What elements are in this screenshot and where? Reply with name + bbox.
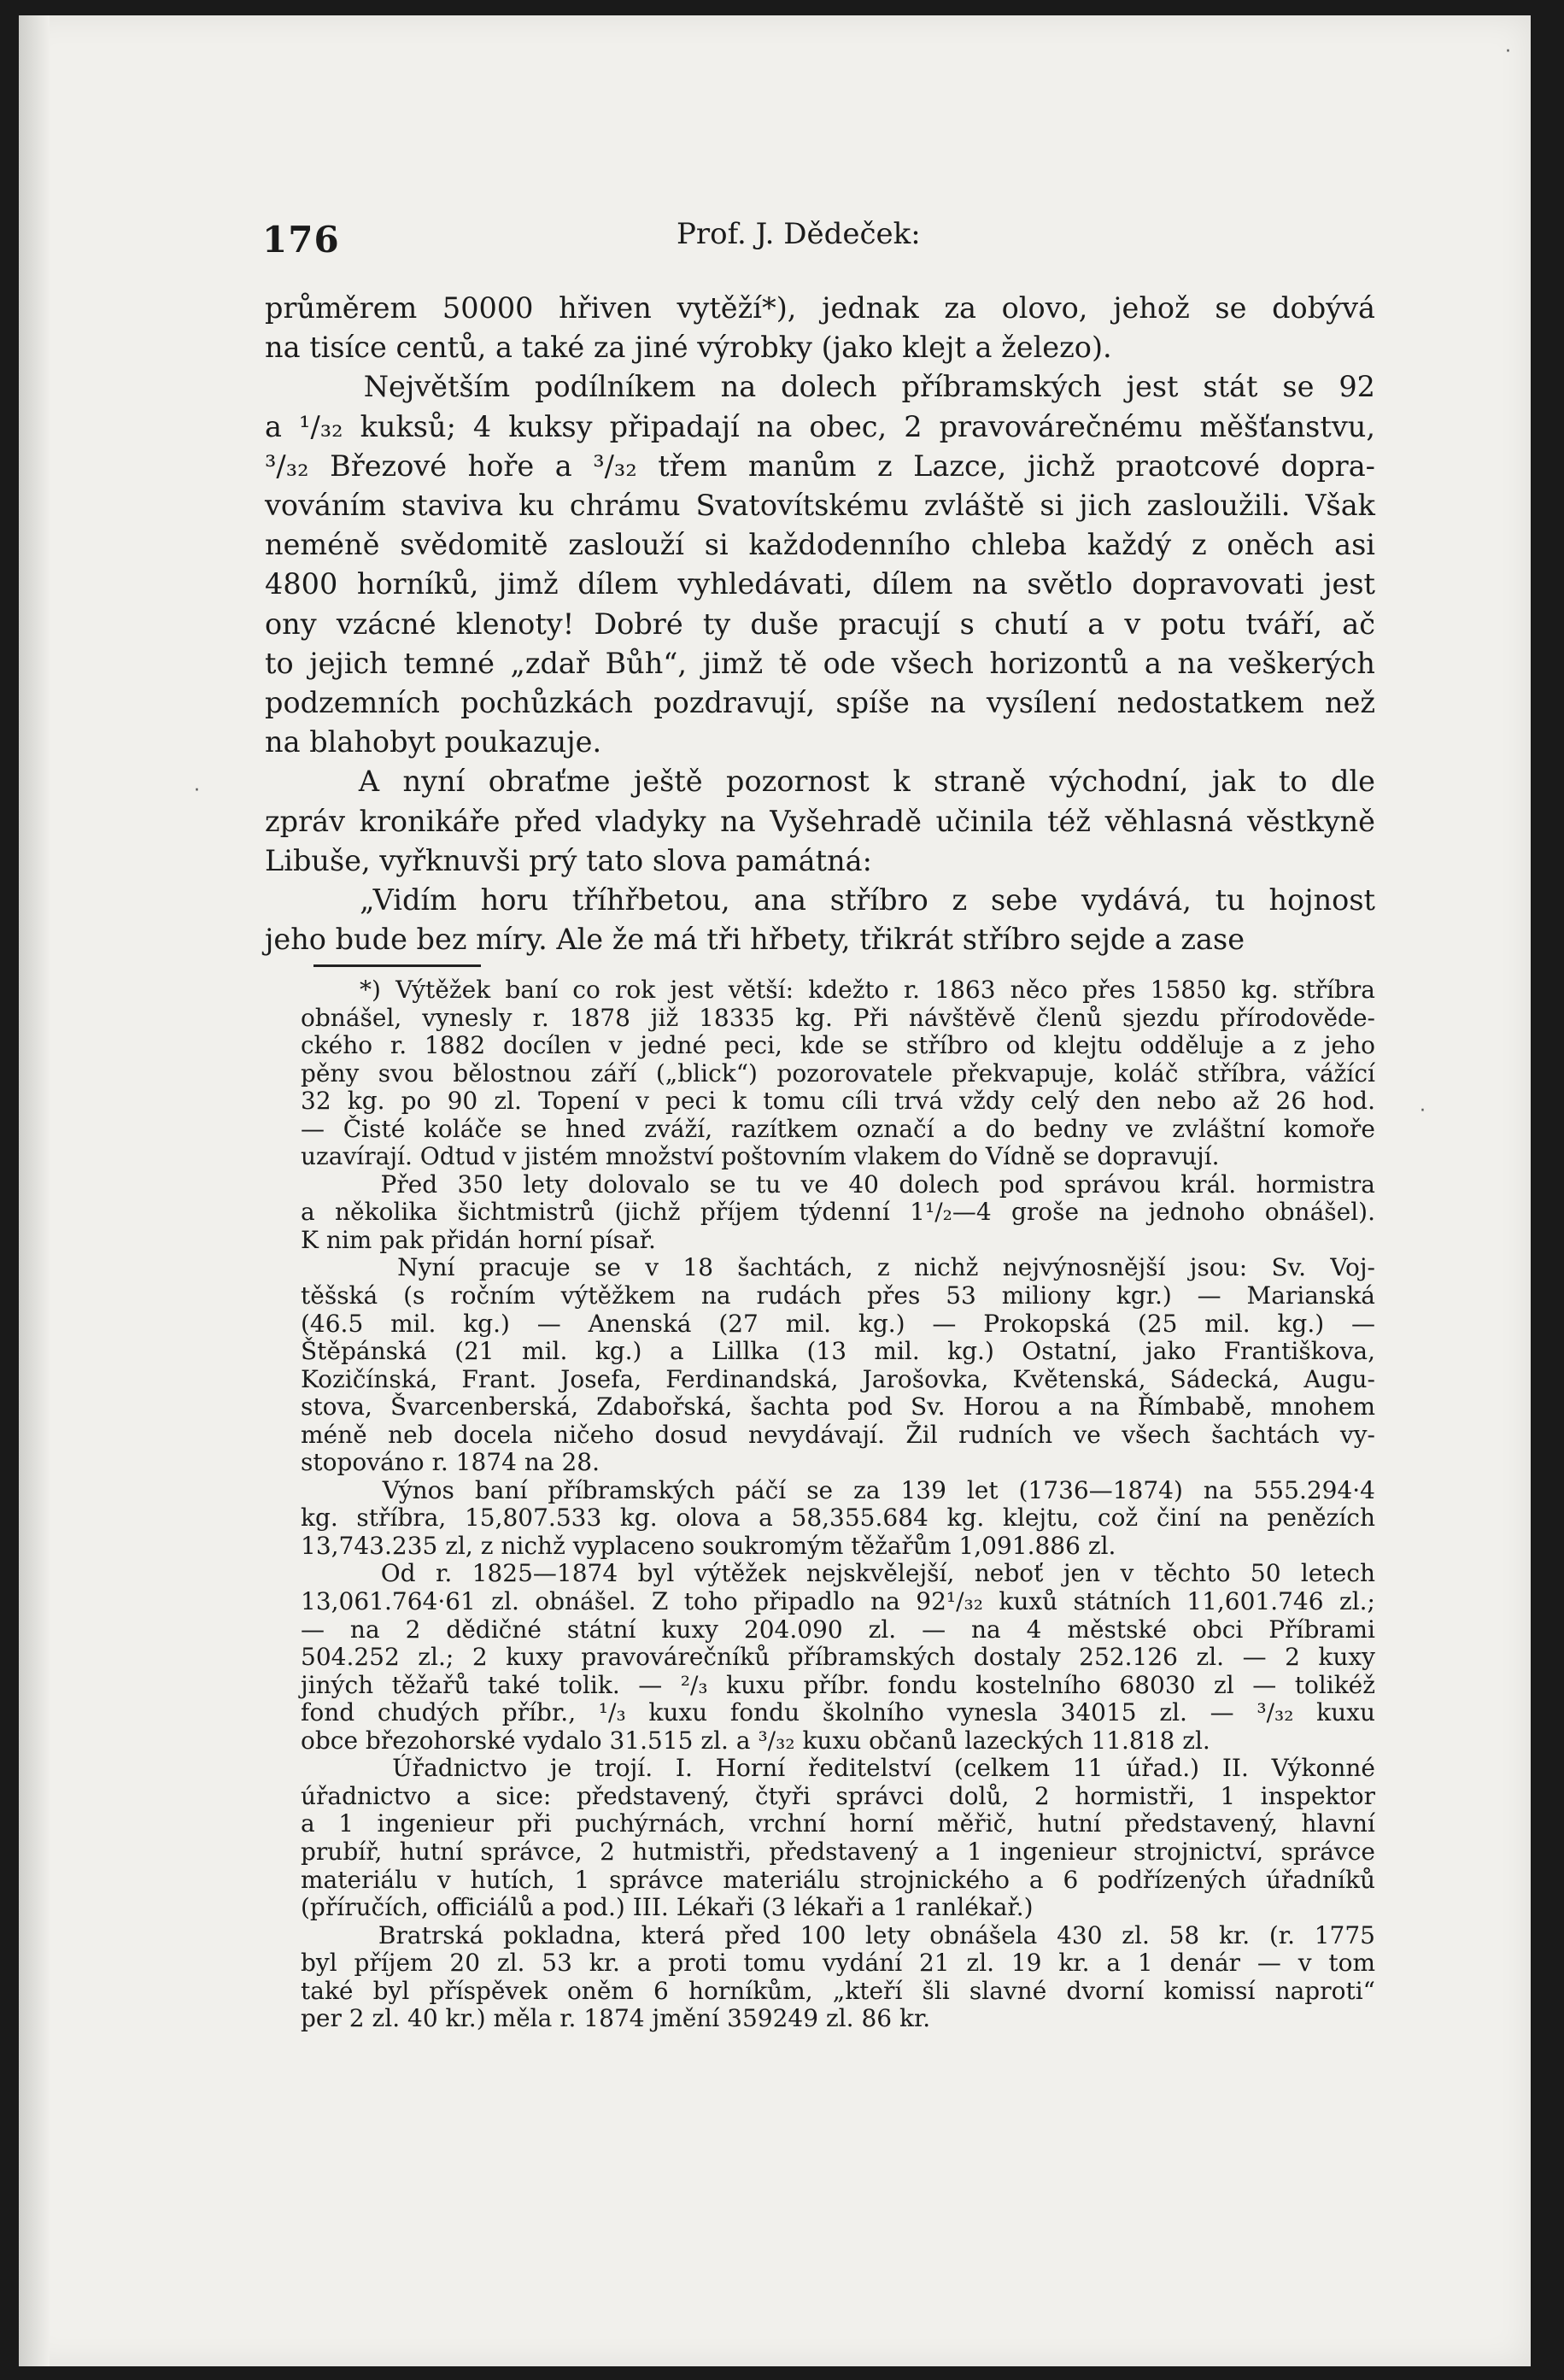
- text-line: to jejich temné „zdař Bůh“, jimž tě ode všech horizontů a na veškerých: [265, 646, 1375, 680]
- footnote-line: fond chudých příbr., ¹/₃ kuxu fondu školního vynesla 34015 zl. — ³/₃₂ kuxu: [301, 1698, 1375, 1727]
- text-line: „Vidím horu tříhřbetou, ana stříbro z sebe vydává, tu hojnost: [265, 883, 1375, 917]
- footnote-line: méně neb docela ničeho dosud nevydávají. Žil rudních ve všech šachtách vy-: [301, 1420, 1375, 1449]
- text-line: podzemních pochůzkách pozdravují, spíše na vysílení nedostatkem než: [265, 686, 1375, 720]
- speck-mark: ·: [1420, 1100, 1426, 1122]
- footnote-line: jiných těžařů také tolik. — ²/₃ kuxu příbr. fondu kostelního 68030 zl — tolikéž: [301, 1670, 1375, 1699]
- footnote-line: kg. stříbra, 15,807.533 kg. olova a 58,355.684 kg. klejtu, což činí na penězích: [301, 1504, 1375, 1533]
- text-line: Největším podílníkem na dolech příbramských jest stát se 92: [265, 370, 1375, 404]
- footnote-line: těšská (s ročním výtěžkem na rudách přes 53 miliony kgr.) — Marianská: [301, 1281, 1375, 1310]
- text-line: A nyní obraťme ještě pozornost k straně východní, jak to dle: [265, 765, 1375, 799]
- footnote-line: 13,061.764·61 zl. obnášel. Z toho připadlo na 92¹/₃₂ kuxů státních 11,601.746 zl.;: [301, 1587, 1375, 1616]
- text-line: na tisíce centů, a také za jiné výrobky (jako klejt a železo).: [265, 331, 1112, 365]
- footnote-line: (příručích, officiálů a pod.) III. Lékaři (3 lékaři a 1 ranlékař.): [301, 1893, 1034, 1922]
- page-header: [19, 212, 1531, 263]
- footnote-line: — Čisté koláče se hned zváží, razítkem označí a do bedny ve zvláštní komoře: [301, 1114, 1375, 1143]
- main-text: [265, 289, 1375, 959]
- footnote-line: ckého r. 1882 docílen v jedné peci, kde se stříbro od klejtu odděluje a z jeho: [301, 1031, 1375, 1060]
- footnote-line: materiálu v hutích, 1 správce materiálu strojnického a 6 podřízených úřadníků: [301, 1865, 1375, 1894]
- footnote-line: úřadnictvo a sice: představený, čtyři správci dolů, 2 hormistři, 1 inspektor: [301, 1781, 1375, 1810]
- footnote-line: Bratrská pokladna, která před 100 lety obnášela 430 zl. 58 kr. (r. 1775: [301, 1920, 1375, 1949]
- footnote-line: obnášel, vynesly r. 1878 již 18335 kg. Při návštěvě členů sjezdu přírodověde-: [301, 1003, 1375, 1032]
- footnote-line: per 2 zl. 40 kr.) měla r. 1874 jmění 359249 zl. 86 kr.: [301, 2004, 931, 2033]
- text-line: a ¹/₃₂ kuksů; 4 kuksy připadají na obec, 2 pravovárečnému měšťanstvu,: [265, 409, 1375, 443]
- text-line: vováním staviva ku chrámu Svatovítskému zvláště si jich zasloužili. Však: [265, 489, 1375, 523]
- footnote-line: *) Výtěžek baní co rok jest větší: kdežto r. 1863 něco přes 15850 kg. stříbra: [301, 976, 1375, 1004]
- footnote-line: Kozičínská, Frant. Josefa, Ferdinandská, Jarošovka, Květenská, Sádecká, Augu-: [301, 1364, 1375, 1393]
- text-line: 4800 horníků, jimž dílem vyhledávati, dílem na světlo dopravovati jest: [265, 567, 1375, 601]
- footnote-line: Nyní pracuje se v 18 šachtách, z nichž nejvýnosnější jsou: Sv. Voj-: [301, 1253, 1375, 1282]
- footnotes: [301, 976, 1375, 2033]
- speck-mark: ·: [1505, 41, 1511, 62]
- book-page: [19, 15, 1531, 2366]
- text-line: průměrem 50000 hřiven vytěží*), jednak za olovo, jehož se dobývá: [265, 291, 1375, 325]
- footnote-line: stova, Švarcenberská, Zdabořská, šachta pod Sv. Horou a na Římbabě, mnohem: [301, 1392, 1375, 1422]
- text-line: neméně svědomitě zaslouží si každodenního chleba každý z oněch asi: [265, 528, 1375, 562]
- footnote-line: Výnos baní příbramských páčí se za 139 let (1736—1874) na 555.294·4: [301, 1475, 1375, 1504]
- page-gutter: [19, 15, 50, 2366]
- footnote-line: Úřadnictvo je trojí. I. Horní ředitelství (celkem 11 úřad.) II. Výkonné: [301, 1754, 1375, 1783]
- footnote-line: byl příjem 20 zl. 53 kr. a proti tomu vydání 21 zl. 19 kr. a 1 denár — v tom: [301, 1949, 1375, 1978]
- footnote-line: a 1 ingenieur při puchýrnách, vrchní horní měřič, hutní představený, hlavní: [301, 1809, 1375, 1838]
- text-line: ony vzácné klenoty! Dobré ty duše pracují s chutí a v potu tváří, ač: [265, 607, 1375, 641]
- speck-mark: ·: [194, 780, 200, 801]
- footnote-line: 32 kg. po 90 zl. Topení v peci k tomu cíli trvá vždy celý den nebo až 26 hod.: [301, 1087, 1375, 1116]
- footnote-line: obce březohorské vydalo 31.515 zl. a ³/₃₂ kuxu občanů lazeckých 11.818 zl.: [301, 1726, 1210, 1755]
- running-head: Prof. J. Dědeček:: [677, 217, 921, 251]
- footnote-rule: [313, 964, 481, 967]
- page-number: 176: [262, 219, 340, 261]
- footnote-line: 13,743.235 zl, z nichž vyplaceno soukromým těžařům 1,091.886 zl.: [301, 1531, 1116, 1560]
- footnote-line: a několika šichtmistrů (jichž příjem týdenní 1¹/₂—4 groše na jednoho obnášel).: [301, 1198, 1375, 1227]
- footnote-line: stopováno r. 1874 na 28.: [301, 1448, 600, 1477]
- text-line: Libuše, vyřknuvši prý tato slova památná:: [265, 843, 872, 877]
- text-line: zpráv kronikáře před vladyky na Vyšehradě učinila též věhlasná věstkyně: [265, 804, 1375, 838]
- footnote-line: — na 2 dědičné státní kuxy 204.090 zl. — na 4 městské obci Příbrami: [301, 1615, 1375, 1644]
- footnote-line: pěny svou bělostnou září („blick“) pozorovatele překvapuje, koláč stříbra, vážící: [301, 1058, 1375, 1087]
- footnote-line: 504.252 zl.; 2 kuxy pravovárečníků příbramských dostaly 252.126 zl. — 2 kuxy: [301, 1643, 1375, 1672]
- footnote-line: také byl příspěvek oněm 6 horníkům, „kteří šli slavné dvorní komissí naproti“: [301, 1976, 1375, 2005]
- footnote-line: (46.5 mil. kg.) — Anenská (27 mil. kg.) — Prokopská (25 mil. kg.) —: [301, 1309, 1375, 1338]
- footnote-line: Před 350 lety dolovalo se tu ve 40 dolech pod správou král. hormistra: [301, 1169, 1375, 1199]
- footnote-line: Štěpánská (21 mil. kg.) a Lillka (13 mil. kg.) Ostatní, jako Františkova,: [301, 1337, 1375, 1366]
- text-line: jeho bude bez míry. Ale že má tři hřbety, třikrát stříbro sejde a zase: [265, 923, 1245, 957]
- text-line: na blahobyt poukazuje.: [265, 725, 602, 759]
- text-line: ³/₃₂ Březové hoře a ³/₃₂ třem manům z Lazce, jichž praotcové dopra-: [265, 448, 1375, 483]
- footnote-line: uzavírají. Odtud v jistém množství poštovním vlakem do Vídně se dopravují.: [301, 1142, 1220, 1171]
- footnote-line: Od r. 1825—1874 byl výtěžek nejskvělejší, neboť jen v těchto 50 letech: [301, 1559, 1375, 1588]
- footnote-line: K nim pak přidán horní písař.: [301, 1225, 656, 1254]
- footnote-line: prubíř, hutní správce, 2 hutmistři, představený a 1 ingenieur strojnictví, správce: [301, 1837, 1375, 1866]
